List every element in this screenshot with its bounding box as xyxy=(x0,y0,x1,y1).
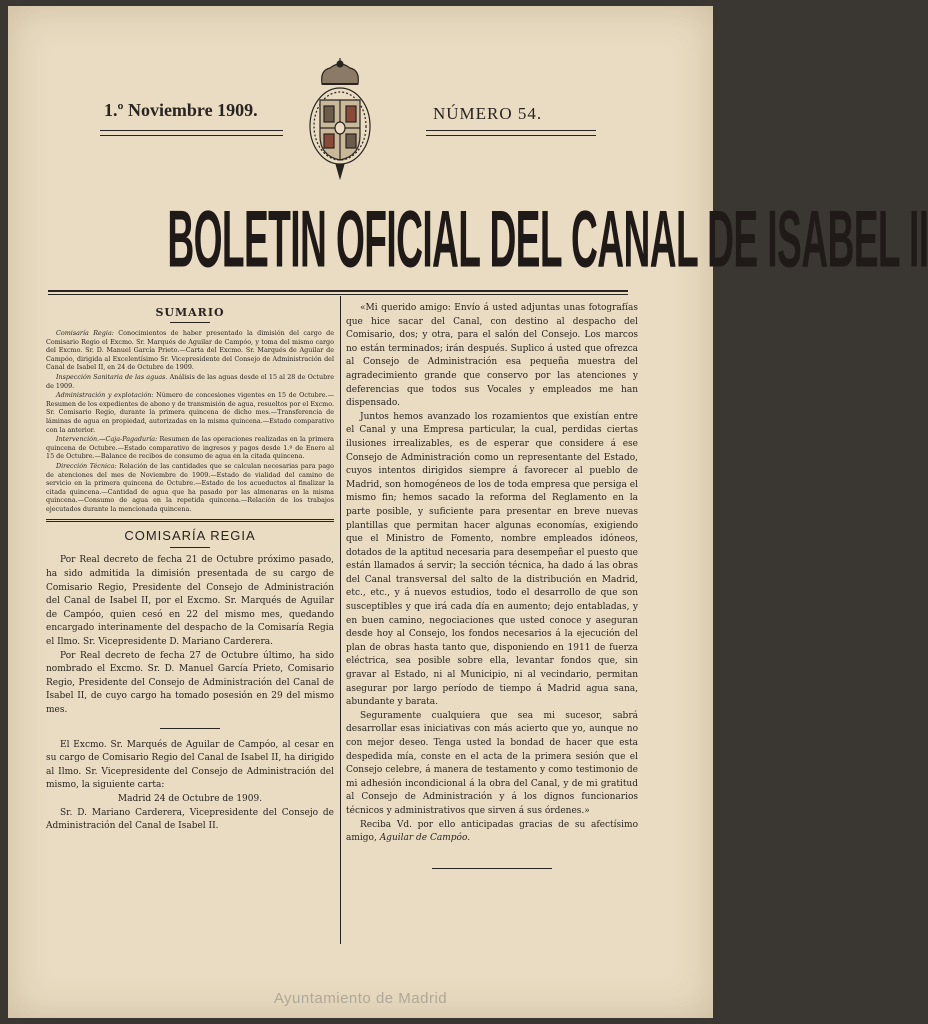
paragraph: Reciba Vd. por ello anticipadas gracias de su afectísimo amigo, Aguilar de Campóo. xyxy=(346,819,638,844)
paragraph: Por Real decreto de fecha 21 de Octubre próximo pasado, ha sido admitida la dimisión presentada de su cargo de Comisario Regio, Presidente del Consejo de Administración del Canal de Isabel II, por el Excmo. Sr. Marqués de Aguilar de Campóo, quien cesó en 22 del mismo mes, quedando encargado interinamente del despacho de la Comisaría Regia el Ilmo. Sr. Vicepresidente D. Mariano Carderera. xyxy=(46,555,334,648)
end-rule xyxy=(432,868,552,869)
paragraph: El Excmo. Sr. Marqués de Aguilar de Campóo, al cesar en su cargo de Comisario Regio del Canal de Isabel II, ha dirigido al Ilmo. Sr. Vicepresidente del Consejo de Administración del mismo, la siguiente carta: xyxy=(46,739,334,791)
issue-number: NÚMERO 54. xyxy=(433,104,543,123)
paragraph: Sr. D. Mariano Carderera, Vicepresidente del Consejo de Administración del Canal de Isabel II. xyxy=(46,807,334,832)
paragraph: Juntos hemos avanzado los rozamientos que existían entre el Canal y una Empresa particular, la cual, perdidas ciertas ilusiones irrealizables, es de esperar que considere á ese Consejo de Administración como un representante del Estado, cuyos intentos dirigidos siempre á favorecer al pueblo de Madrid, son homogéneos de los de toda empresa que persiga el mismo fin; hemos sacado la reforma del Reglamento en la parte posible, y suficiente para presentar en breve nuevas plantillas que permitan hacer algunas economías, exigiendo que el Ministro de Fomento, nombre empleados idóneos, dotados de la aptitud necesaria para desempeñar el puesto que están llamados á servir; la sección técnica, ha dado á las obras del Canal transversal del salto de la distribución en Madrid, etc., etc., y á nuevos estudios, todo el desarrollo de que son susceptibles y que irá cada día en aumento; dejo entabladas, y en buen camino, negociaciones que usted conoce y aseguran desde hoy al Consejo, los fondos necesarios á la ejecución del plan de obras hasta tanto que, disponiendo en 1911 de fuerza eléctrica, sea posible sobre ella, levantar fondos que, sin gravar al Estado, ni al Municipio, ni al vecindario, permitan asegurar por largo período de tiempo á Madrid agua sana, abundante y barata. xyxy=(346,411,638,708)
paragraph: Por Real decreto de fecha 27 de Octubre último, ha sido nombrado el Excmo. Sr. D. Manuel García Prieto, Comisario Regio, Presidente del Consejo de Administración del Canal de Isabel II, de cuyo cargo ha tomado posesión en 29 del mismo mes. xyxy=(46,650,334,715)
number-rule xyxy=(426,130,596,131)
paragraph: «Mi querido amigo: Envío á usted adjuntas unas fotografías que hice sacar del Canal, con destino al despacho del Comisario, dos; y otra, para el salón del Consejo. Los marcos no están terminados; irán después. Suplico á usted que ofrezca al Consejo de Administración esa pequeña muestra del agradecimiento grande que conservo por las atenciones y deferencias que todos sus Vocales y empleados me han dispensado. xyxy=(346,303,638,409)
sumario-item: Administración y explotación: Número de concesiones vigentes en 15 de Octubre.—Resumen de los expedientes de abono y de transmisión de agua, resueltos por el Excmo. Sr. Comisario Regio, durante la primera quincena de dicho mes.—Transferencia de láminas de agua en propiedad, autorizadas en la misma quincena.—Estado comparativo con la anterior. xyxy=(46,391,334,434)
separator xyxy=(160,728,220,729)
newspaper-page xyxy=(8,6,928,1018)
sumario-item: Comisaría Regia: Conocimientos de haber presentado la dimisión del cargo de Comisario Regio el Excmo. Sr. Marqués de Aguilar de Campóo, y toma del mismo cargo del Excmo. Sr. D. Manuel García Prieto.—Carta del Excmo. Sr. Marqués de Aguilar de Campóo, dirigida al Excelentísimo Sr. Vicepresidente del Consejo de Administración del Canal de Isabel II, en 24 de Octubre de 1909. xyxy=(46,329,334,372)
watermark: Ayuntamiento de Madrid xyxy=(273,990,448,1007)
date-rule-thin xyxy=(100,135,283,136)
number-rule-thin xyxy=(426,135,596,136)
right-column xyxy=(346,302,638,869)
paragraph: Seguramente cualquiera que sea mi sucesor, sabrá desarrollar esas iniciativas con más acierto que yo, aunque no con mejor deseo. Tenga usted la bondad de hacer que esta despedida mía, conste en el acta de la primera sesión que el Consejo celebre, á manera de testamento y como testimonio de mi adhesión incondicional á la obra del Canal, y de mi gratitud al Consejo de Administración y á los dignos funcionarios técnicos y administrativos que sirven á sus órdenes.» xyxy=(346,710,638,816)
letter-date: Madrid 24 de Octubre de 1909. xyxy=(117,793,263,804)
issue-date: 1.º Noviembre 1909. xyxy=(104,100,258,120)
masthead-title: BOLETIN OFICIAL DEL CANAL DE ISABEL II xyxy=(167,193,928,284)
letter-body xyxy=(346,302,638,846)
masthead-rule-thin xyxy=(48,294,628,295)
section-rule xyxy=(46,519,334,520)
column-divider xyxy=(340,296,341,944)
masthead-rule xyxy=(48,290,628,292)
royal-crest-icon xyxy=(300,56,380,180)
comisaria-body xyxy=(46,554,334,833)
date-rule xyxy=(100,130,283,131)
comisaria-rule xyxy=(170,547,210,548)
sumario-list xyxy=(46,329,334,513)
sumario-rule xyxy=(170,322,210,323)
sumario-item: Dirección Técnica: Relación de las cantidades que se calculan necesarias para pago de atenciones del mes de Noviembre de 1909.—Estado de vialidad del camino de servicio en la primera quincena de Octubre.—Estado de los acueductos al finalizar la citada quincena.—Cantidad de agua que ha pasado por las almenaras en la misma quincena.—Consumo de agua en la repetida quincena.—Relación de los trabajos ejecutados durante la mencionada quincena. xyxy=(46,461,334,513)
sumario-heading: SUMARIO xyxy=(155,306,225,319)
section-rule-thin xyxy=(46,521,334,522)
left-column xyxy=(46,302,334,834)
sumario-item: Intervención.—Caja-Pagaduría: Resumen de las operaciones realizadas en la primera quincena de Octubre.—Estado comparativo de ingresos y pagos desde 1.º de Enero al 15 de Octubre.—Balance de recibos de consumo de agua en la citada quincena. xyxy=(46,435,334,461)
sumario-item: Inspección Sanitaria de las aguas. Análisis de las aguas desde el 15 al 28 de Octubre de 1909. xyxy=(46,372,334,390)
signature: Aguilar de Campóo. xyxy=(379,833,471,844)
comisaria-heading: COMISARÍA REGIA xyxy=(124,528,256,544)
